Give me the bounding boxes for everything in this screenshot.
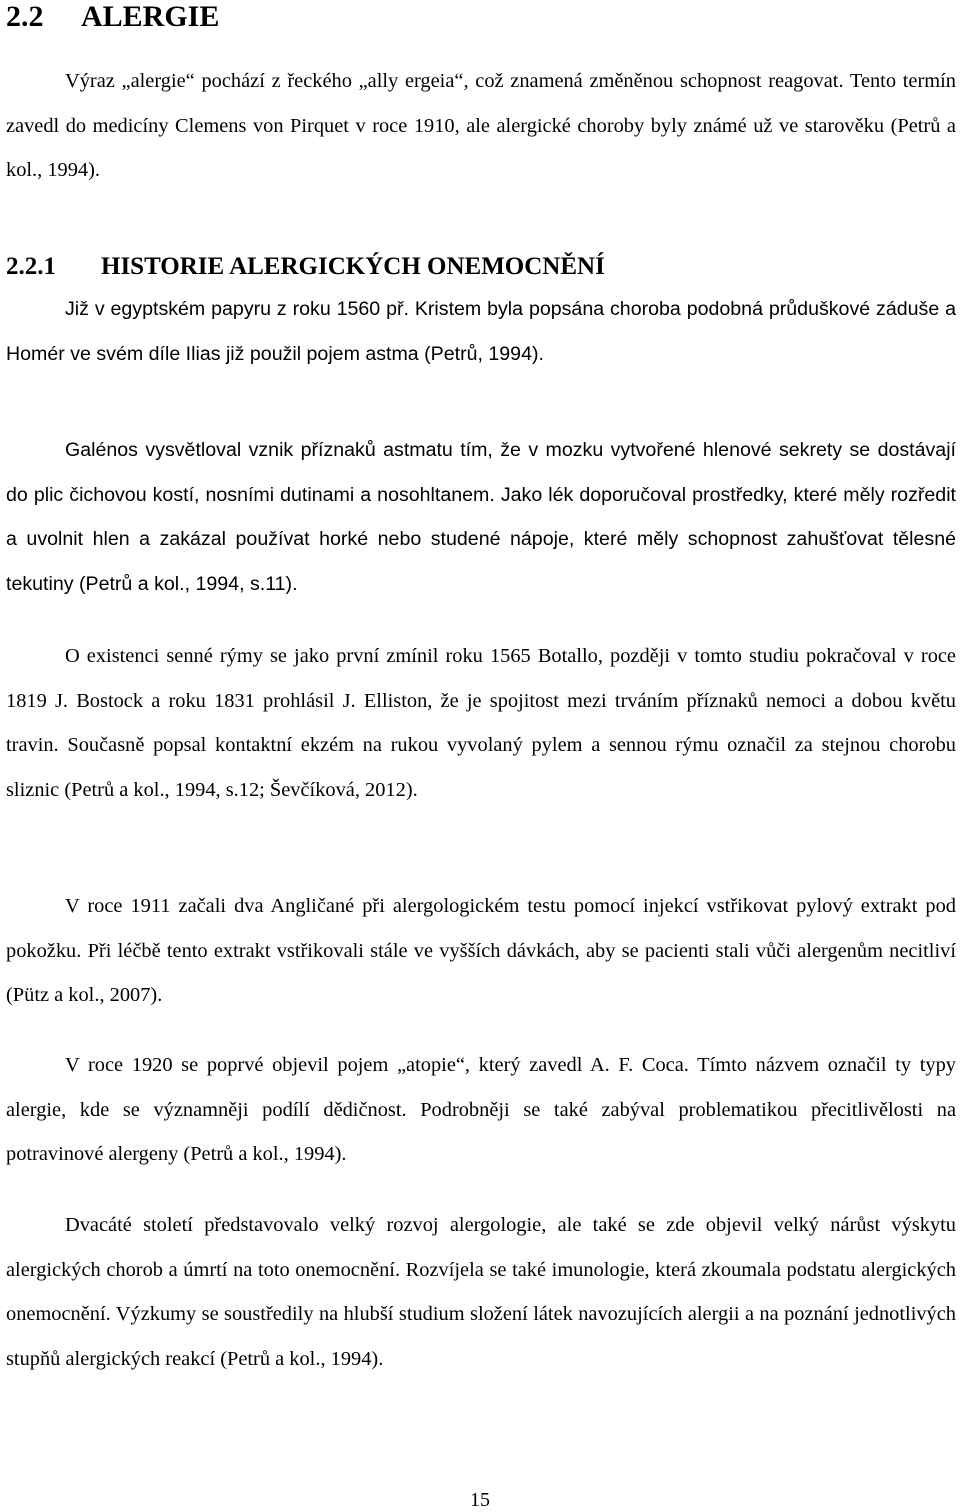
paragraph-hay-fever: O existenci senné rýmy se jako první zmínil roku 1565 Botallo, později v tomto studiu pokračoval v roce 1819 J. Bostock a roku 1831 prohlásil J. Elliston, že je spojitost mezi trváním příznaků nemoci a dobou květu travin. Současně popsal kontaktní ekzém na rukou vyvolaný pylem a sennou rýmu označil za stejnou chorobu sliznic (Petrů a kol., 1994, s.12; Ševčíková, 2012). <box>6 645 956 801</box>
paragraph-atopy: V roce 1920 se poprvé objevil pojem „atopie“, který zavedl A. F. Coca. Tímto názvem označil ty typy alergie, kde se významněji podílí dědičnost. Podrobněji se také zabýval problematikou přecitlivělosti na potravinové alergeny (Petrů a kol., 1994). <box>6 1054 956 1165</box>
section-title: ALERGIE <box>81 0 220 33</box>
paragraph-1911: V roce 1911 začali dva Angličané při alergologickém testu pomocí injekcí vstřikovat pylový extrakt pod pokožku. Při léčbě tento extrakt vstřikovali stále ve vyšších dávkách, aby se pacienti stali vůči alergenům necitliví (Pütz a kol., 2007). <box>6 895 956 1006</box>
paragraph-20th-century: Dvacáté století představovalo velký rozvoj alergologie, ale také se zde objevil velký nárůst výskytu alergických chorob a úmrtí na toto onemocnění. Rozvíjela se také imunologie, která zkoumala podstatu alergických onemocnění. Výzkumy se soustředily na hlubší studium složení látek navozujících alergii a na poznání jednotlivých stupňů alergických reakcí (Petrů a kol., 1994). <box>6 1214 956 1370</box>
page-number: 15 <box>470 1489 490 1511</box>
subsection-number: 2.2.1 <box>6 253 56 280</box>
paragraph-egyptian-papyrus: Již v egyptském papyru z roku 1560 př. Kristem byla popsána choroba podobná průduškové záduše a Homér ve svém díle Ilias již použil pojem astma (Petrů, 1994). <box>6 298 956 365</box>
section-number: 2.2 <box>6 0 44 33</box>
section-heading <box>6 0 219 34</box>
intro-paragraph: Výraz „alergie“ pochází z řeckého „ally ergeia“, což znamená změněnou schopnost reagovat. Tento termín zavedl do medicíny Clemens von Pirquet v roce 1910, ale alergické choroby byly známé už ve starověku (Petrů a kol., 1994). <box>6 70 956 181</box>
paragraph-galenos: Galénos vysvětloval vznik příznaků astmatu tím, že v mozku vytvořené hlenové sekrety se dostávají do plic čichovou kostí, nosními dutinami a nosohltanem. Jako lék doporučoval prostředky, které měly rozředit a uvolnit hlen a zakázal používat horké nebo studené nápoje, které měly schopnost zahušťovat tělesné tekutiny (Petrů a kol., 1994, s.11). <box>6 439 956 595</box>
subsection-title: HISTORIE ALERGICKÝCH ONEMOCNĚNÍ <box>101 253 605 280</box>
subsection-heading <box>6 251 605 283</box>
